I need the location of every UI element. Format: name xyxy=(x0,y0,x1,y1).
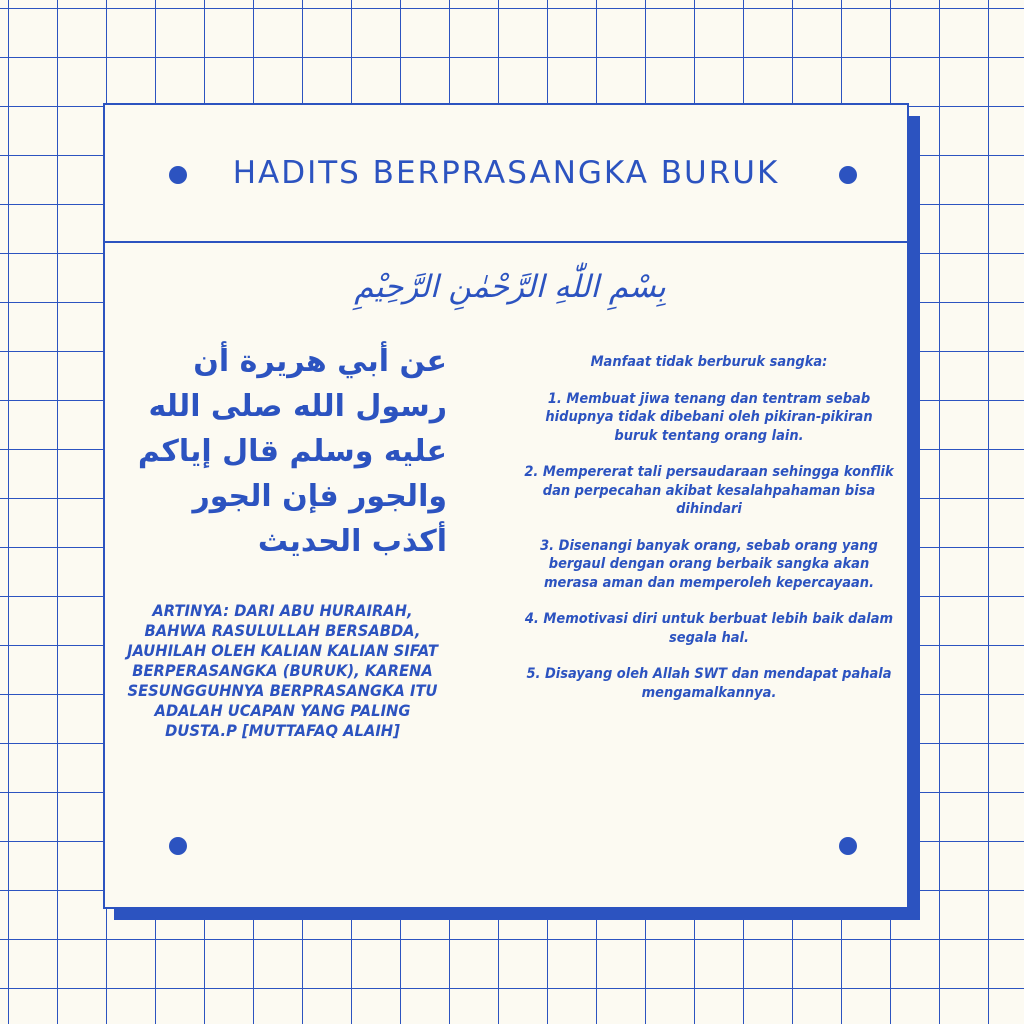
card-header xyxy=(105,105,907,243)
benefit-item: 4. Memotivasi diri untuk berbuat lebih baik dalam segala hal. xyxy=(524,611,894,646)
benefits-list xyxy=(524,353,894,720)
basmala-calligraphy: بِسْمِ اللّٰهِ الرَّحْمٰنِ الرَّحِيْمِ xyxy=(354,269,666,305)
benefit-item: 3. Disenangi banyak orang, sebab orang yang bergaul dengan orang berbaik sangka akan merasa aman dan memperoleh kepercayaan. xyxy=(540,537,878,591)
benefit-item: 1. Membuat jiwa tenang dan tentram sebab hidupnya tidak dibebani oleh pikiran-pikiran buruk tentang orang lain. xyxy=(545,390,873,444)
hadith-translation: ARTINYA: DARI ABU HURAIRAH, BAHWA RASULULLAH BERSABDA, JAUHILAH OLEH KALIAN KALIAN SIFAT BERPERASANGKA (BURUK), KARENA SESUNGGUHNYA BERPRASANGKA ITU ADALAH UCAPAN YANG PALING DUSTA.P [MUTTAFAQ ALAIH] xyxy=(127,601,438,740)
dot-icon xyxy=(839,166,857,184)
benefit-item: 2. Mempererat tali persaudaraan sehingga konflik dan perpecahan akibat kesalahpahaman bisa dihindari xyxy=(524,464,894,517)
dot-icon xyxy=(169,837,187,855)
hadith-card xyxy=(103,103,909,909)
hadith-arabic-text: عن أبي هريرة أن رسول الله صلى الله عليه وسلم قال إياكم والجور فإن الجور أكذب الحديث xyxy=(137,344,447,559)
benefits-intro: Manfaat tidak berburuk sangka: xyxy=(590,354,828,370)
benefit-item: 5. Disayang oleh Allah SWT dan mendapat pahala mengamalkannya. xyxy=(526,666,892,701)
dot-icon xyxy=(839,837,857,855)
page-title: HADITS BERPRASANGKA BURUK xyxy=(232,155,780,191)
dot-icon xyxy=(169,166,187,184)
